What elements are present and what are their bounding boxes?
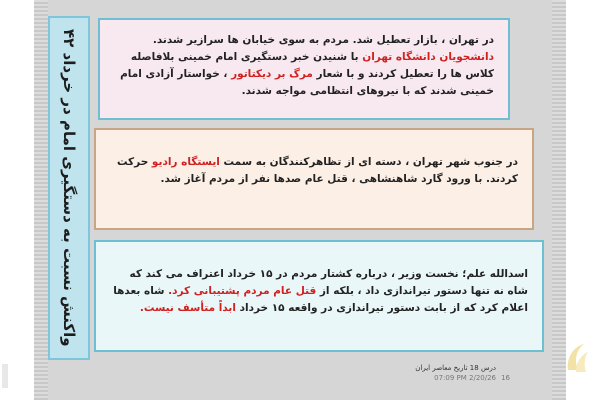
footer-datetime: 07:09 PM 2/20/26: [434, 374, 496, 382]
text: حرکت کردند. با ورود گارد شاهنشاهی ، قتل عام صدها نفر از مردم آغاز شد.: [116, 156, 518, 185]
highlight-text: قتل عام مردم پشتیبانی کرد.: [168, 285, 317, 297]
text: با شنیدن خبر دستگیری امام خمینی بلافاصله کلاس ها را تعطیل کردند و با شعار: [130, 51, 494, 80]
page-number: 16: [501, 374, 510, 382]
decorative-mark-icon: [0, 362, 14, 390]
highlight-text: دانشجویان دانشگاه تهران: [362, 51, 494, 63]
slide-footer: [360, 364, 510, 394]
text: شاه بعدها اعلام کرد که از بابت دستور تیراندازی در واقعه ۱۵ خرداد: [113, 285, 528, 314]
text: در تهران ، بازار تعطیل شد. مردم به سوی خیابان ها سرازیر شدند.: [152, 34, 494, 46]
paragraph: [110, 154, 518, 188]
paragraph: [114, 32, 494, 100]
text: ، خواستار آزادی امام خمینی شدند که با نیروهای انتظامی مواجه شدند.: [120, 68, 494, 97]
highlight-text: ایستگاه رادیو: [151, 156, 220, 168]
decorative-swirl-icon: [564, 340, 590, 374]
text-box-alam: [94, 240, 544, 352]
text: در جنوب شهر تهران ، دسته ای از تظاهرکنندگان به سمت: [219, 156, 518, 168]
highlight-text: مرگ بر دیکتاتور: [231, 68, 313, 80]
highlight-text: ابداً متأسف نیست.: [139, 302, 236, 314]
text: اسدالله علم؛ نخست وزیر ، درباره کشتار مردم در ۱۵ خرداد اعتراف می کند که شاه نه تنها دستور تیراندازی داد ، بلکه از: [129, 268, 528, 297]
text-box-south-tehran: [94, 128, 534, 230]
footer-lesson: درس 18 تاریخ معاصر ایران: [415, 364, 496, 372]
vertical-title: واکنش نسبت به دستگیری امام در خرداد ۴۲: [60, 29, 78, 347]
paragraph: [110, 266, 528, 317]
vertical-title-box: [48, 16, 90, 360]
text-box-university: [98, 18, 510, 120]
